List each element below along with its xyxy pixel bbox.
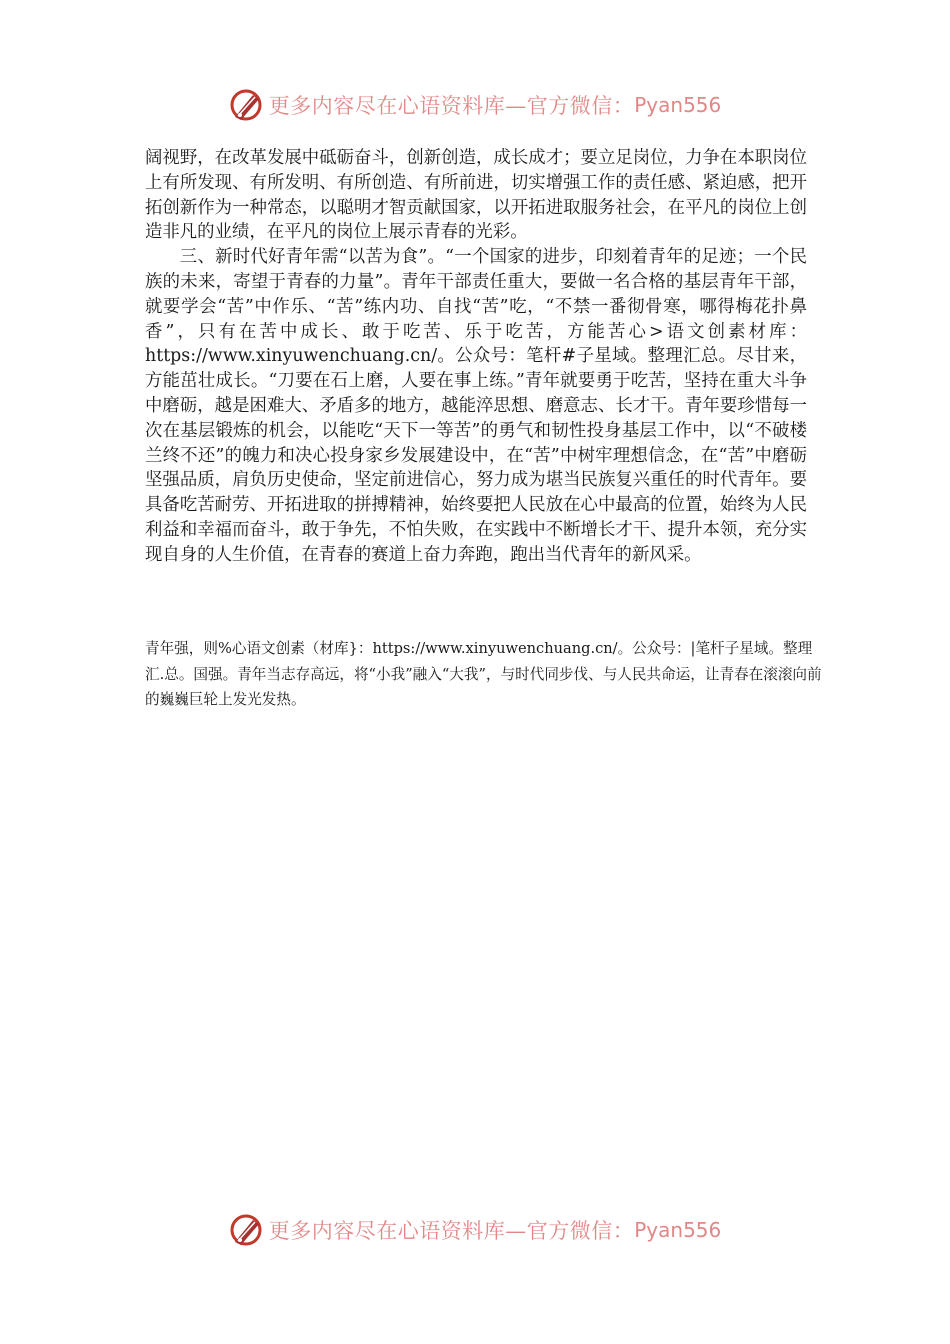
pen-nib-logo-icon bbox=[229, 87, 265, 123]
header-wechat-id: Pyan556 bbox=[634, 93, 722, 117]
footer-banner-text: 更多内容尽在心语资料库—官方微信： bbox=[268, 1219, 635, 1243]
paragraph-1: 阔视野，在改革发展中砥砺奋斗，创新创造，成长成才；要立足岗位，力争在本职岗位上有所发现、有所发明、有所创造、有所前进，切实增强工作的责任感、紧迫感，把开拓创新作为一种常态，以聪明才智贡献国家，以开拓进取服务社会，在平凡的岗位上创造非凡的业绩，在平凡的岗位上展示青春的光彩。 bbox=[145, 148, 807, 243]
document-body bbox=[145, 146, 807, 568]
header-banner-text: 更多内容尽在心语资料库—官方微信： bbox=[268, 94, 635, 118]
paragraph-2: 三、新时代好青年需“以苦为食”。“一个国家的进步，印刻着青年的足迹；一个民族的未来，寄望于青春的力量”。青年干部责任重大，要做一名合格的基层青年干部，就要学会“苦”中作乐、“苦”练内功、自找“苦”吃，“不禁一番彻骨寒，哪得梅花扑鼻香”，只有在苦中成长、敢于吃苦、乐于吃苦，方能苦心>语文创素材库：https://www.xinyuwenchuang.cn/。公众号：笔杆#子星域。整理汇总。尽甘来，方能茁壮成长。“刀要在石上磨，人要在事上练。”青年就要勇于吃苦，坚持在重大斗争中磨砺，越是困难大、矛盾多的地方，越能淬思想、磨意志、长才干。青年要珍惜每一次在基层锻炼的机会，以能吃“天下一等苦”的勇气和韧性投身基层工作中，以“不破楼兰终不还”的魄力和决心投身家乡发展建设中，在“苦”中树牢理想信念，在“苦”中磨砺坚强品质，肩负历史使命，坚定前进信心，努力成为堪当民族复兴重任的时代青年。要具备吃苦耐劳、开拓进取的拼搏精神，始终要把人民放在心中最高的位置，始终为人民利益和幸福而奋斗，敢于争先，不怕失败，在实践中不断增长才干、提升本领，充分实现自身的人生价值，在青春的赛道上奋力奔跑，跑出当代青年的新风采。 bbox=[145, 247, 807, 565]
header-banner bbox=[0, 82, 950, 128]
footer-wechat-id: Pyan556 bbox=[634, 1218, 722, 1242]
pen-nib-logo-icon bbox=[229, 1212, 265, 1248]
footer-banner bbox=[0, 1207, 950, 1253]
paragraph-3: 青年强，则%心语文创素（材库}：https://www.xinyuwenchuang.cn/。公众号：|笔杆子星域。整理汇.总。国强。青年当志存高远，将“小我”融入“大我”，与时代同步伐、与人民共命运，让青春在滚滚向前的巍巍巨轮上发光发热。 bbox=[145, 640, 822, 708]
